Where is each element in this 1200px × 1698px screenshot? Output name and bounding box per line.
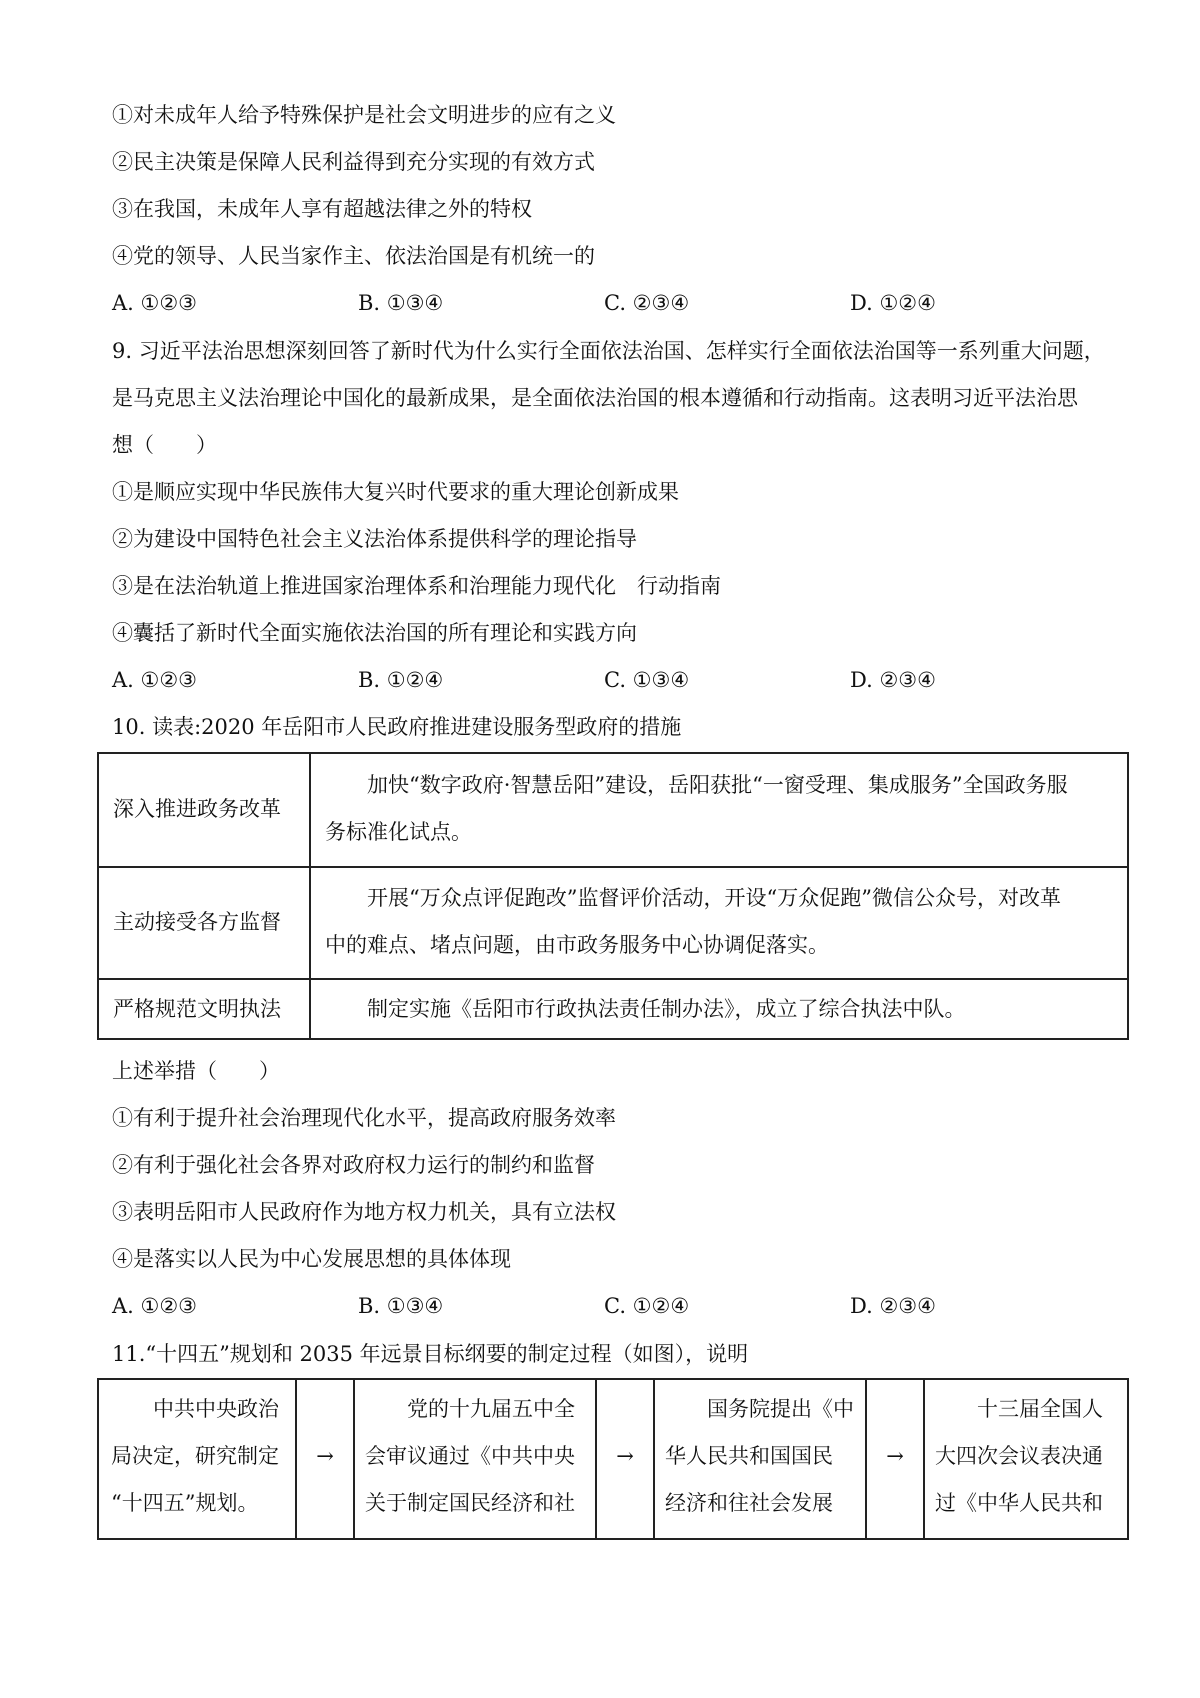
flow-step-3-line-2: 华人民共和国国民 [665, 1444, 833, 1468]
q9-option-c: C. ①③④ [604, 668, 690, 692]
q10-option-c: C. ①②④ [604, 1294, 690, 1318]
flow-step-4-line-3: 过《中华人民共和 [935, 1491, 1103, 1515]
q8-option-d: D. ①②④ [850, 291, 936, 315]
flow-arrow-1: → [316, 1444, 334, 1468]
q9-stem-line-3: 想（ ） [112, 433, 217, 457]
flow-step-4-line-2: 大四次会议表决通 [935, 1444, 1103, 1468]
q9-stem-line-1: 9. 习近平法治思想深刻回答了新时代为什么实行全面依法治国、怎样实行全面依法治国等一系列重大问题， [112, 339, 1105, 363]
q10-item-4: ④是落实以人民为中心发展思想的具体体现 [112, 1247, 511, 1271]
table-row-1-text-line-2: 务标准化试点。 [325, 820, 472, 844]
q9-item-2: ②为建设中国特色社会主义法治体系提供科学的理论指导 [112, 527, 637, 551]
q10-option-a: A. ①②③ [112, 1294, 197, 1318]
q8-item-2: ②民主决策是保障人民利益得到充分实现的有效方式 [112, 150, 595, 174]
flow-step-3-line-1: 国务院提出《中 [665, 1397, 854, 1421]
q9-item-4: ④囊括了新时代全面实施依法治国的所有理论和实践方向 [112, 621, 637, 645]
q10-stem: 10. 读表:2020 年岳阳市人民政府推进建设服务型政府的措施 [112, 715, 682, 739]
table-row-1-label: 深入推进政务改革 [113, 797, 281, 821]
table-row-2-label: 主动接受各方监督 [113, 910, 281, 934]
q9-option-a: A. ①②③ [112, 668, 197, 692]
q8-option-b: B. ①③④ [358, 291, 444, 315]
q11-flow-diagram [97, 1378, 1129, 1540]
q11-stem: 11.“十四五”规划和 2035 年远景目标纲要的制定过程（如图），说明 [112, 1342, 749, 1366]
flow-step-1-line-2: 局决定，研究制定 [111, 1444, 279, 1468]
flow-step-1-line-3: “十四五”规划。 [111, 1491, 259, 1515]
table-row-2-text-line-2: 中的难点、堵点问题，由市政务服务中心协调促落实。 [325, 933, 829, 957]
flow-step-2-line-2: 会审议通过《中共中央 [365, 1444, 575, 1468]
table-row-2-text-line-1: 开展“万众点评促跑改”监督评价活动，开设“万众促跑”微信公众号，对改革 [325, 886, 1061, 910]
flow-arrow-2: → [616, 1444, 634, 1468]
q8-option-c: C. ②③④ [604, 291, 690, 315]
q8-item-4: ④党的领导、人民当家作主、依法治国是有机统一的 [112, 244, 595, 268]
flow-step-1-line-1: 中共中央政治 [111, 1397, 279, 1421]
flow-step-2-line-1: 党的十九届五中全 [365, 1397, 575, 1421]
q10-item-3: ③表明岳阳市人民政府作为地方权力机关，具有立法权 [112, 1200, 616, 1224]
table-row-3-text-line-1: 制定实施《岳阳市行政执法责任制办法》，成立了综合执法中队。 [325, 997, 966, 1021]
q8-option-a: A. ①②③ [112, 291, 197, 315]
q9-option-d: D. ②③④ [850, 668, 936, 692]
flow-step-3-line-3: 经济和往社会发展 [665, 1491, 833, 1515]
q10-measures-table [97, 752, 1129, 1040]
q8-item-1: ①对未成年人给予特殊保护是社会文明进步的应有之义 [112, 103, 616, 127]
flow-step-4-line-1: 十三届全国人 [935, 1397, 1103, 1421]
q9-option-b: B. ①②④ [358, 668, 444, 692]
flow-arrow-3: → [886, 1444, 904, 1468]
q9-stem-line-2: 是马克思主义法治理论中国化的最新成果，是全面依法治国的根本遵循和行动指南。这表明习近平法治思 [112, 386, 1078, 410]
q10-item-1: ①有利于提升社会治理现代化水平，提高政府服务效率 [112, 1106, 616, 1130]
table-row-1-text-line-1: 加快“数字政府·智慧岳阳”建设，岳阳获批“一窗受理、集成服务”全国政务服 [325, 773, 1068, 797]
q8-item-3: ③在我国，未成年人享有超越法律之外的特权 [112, 197, 532, 221]
q9-item-1: ①是顺应实现中华民族伟大复兴时代要求的重大理论创新成果 [112, 480, 679, 504]
flow-step-2-line-3: 关于制定国民经济和社 [365, 1491, 575, 1515]
table-row-3-label: 严格规范文明执法 [113, 997, 281, 1021]
q10-option-d: D. ②③④ [850, 1294, 936, 1318]
q10-after-stem: 上述举措（ ） [112, 1059, 280, 1083]
q10-option-b: B. ①③④ [358, 1294, 444, 1318]
q9-item-3: ③是在法治轨道上推进国家治理体系和治理能力现代化 行动指南 [112, 574, 721, 598]
q10-item-2: ②有利于强化社会各界对政府权力运行的制约和监督 [112, 1153, 595, 1177]
